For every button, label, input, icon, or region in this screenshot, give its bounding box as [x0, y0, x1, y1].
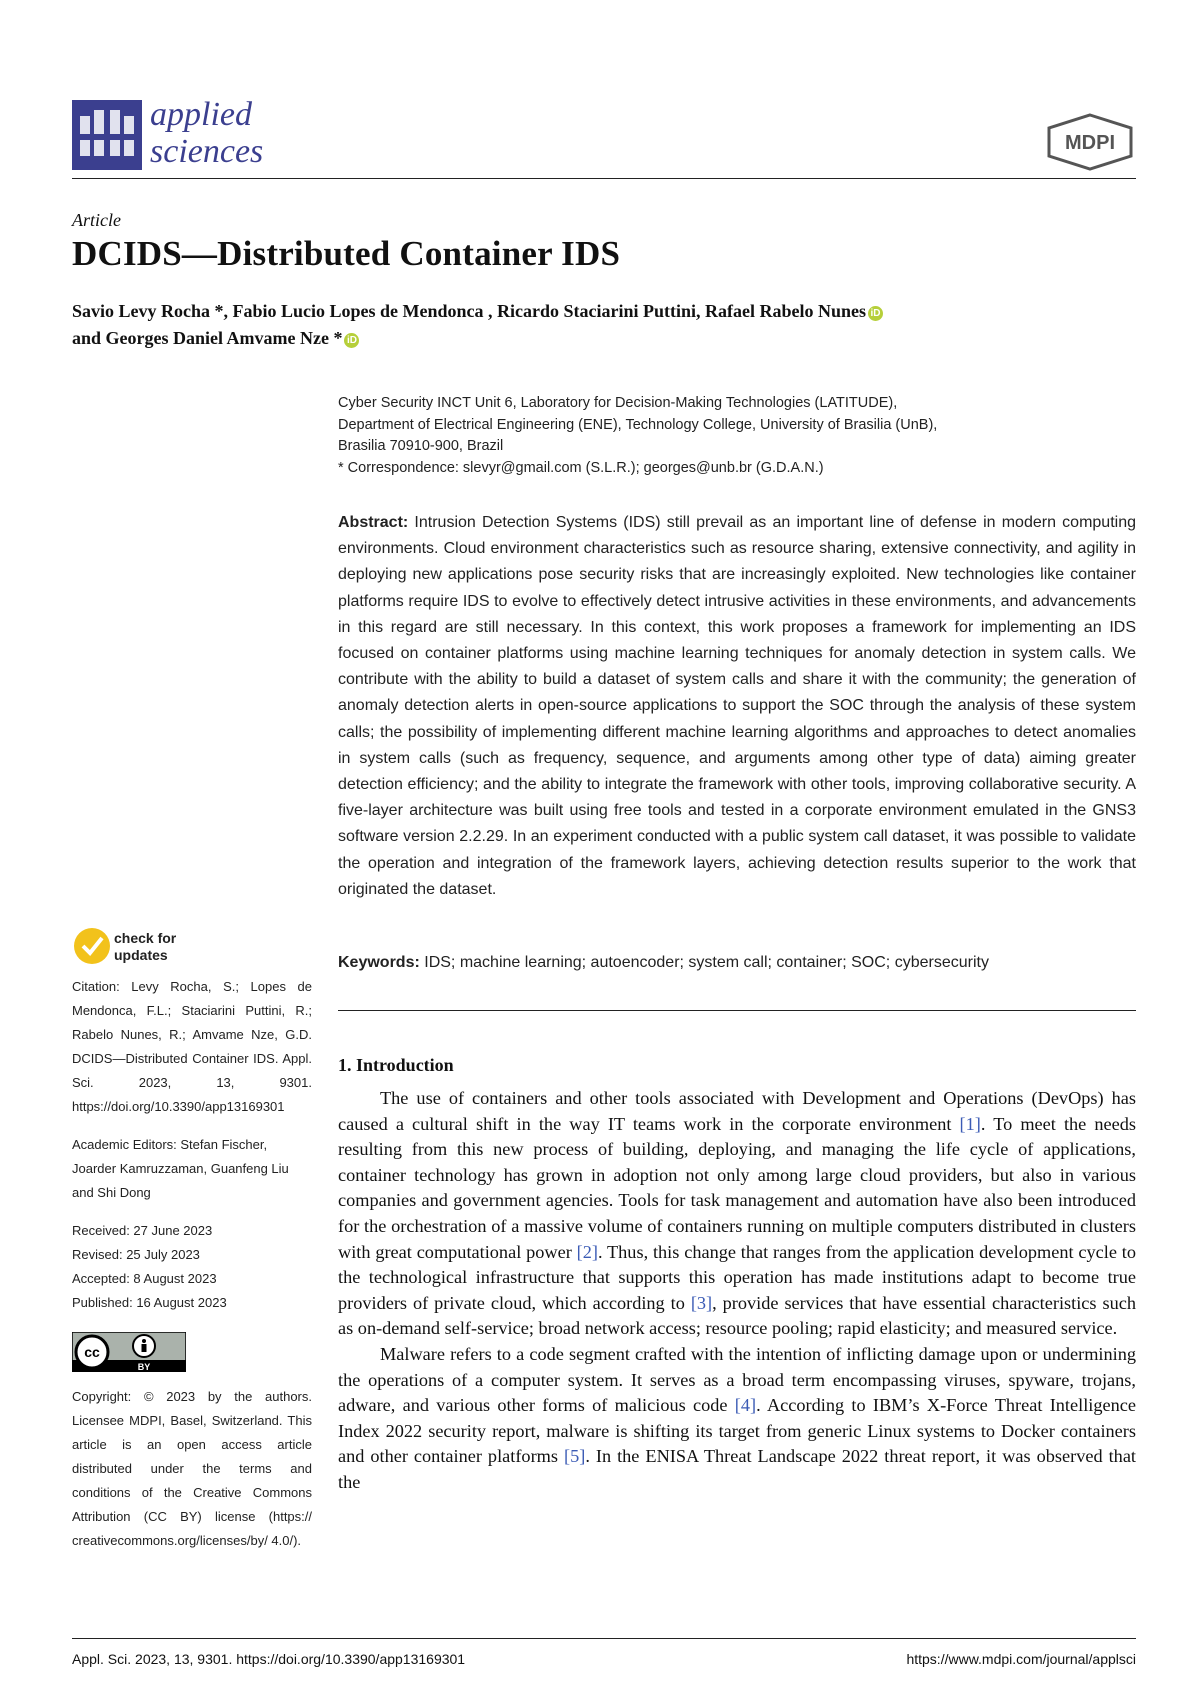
authors-line-1: Savio Levy Rocha *, Fabio Lucio Lopes de Mendonca , Ricardo Staciarini Puttini, Rafael Rabelo Nunes iD: [72, 298, 1132, 325]
footer-citation: Appl. Sci. 2023, 13, 9301. https://doi.org/10.3390/app13169301: [72, 1651, 466, 1667]
keywords: [338, 954, 1136, 972]
journal-name-line2: sciences: [150, 133, 264, 170]
svg-text:check for: check for: [114, 930, 177, 946]
received-date: Received: 27 June 2023: [72, 1223, 213, 1238]
svg-text:MDPI: MDPI: [1065, 132, 1115, 154]
article-type: Article: [72, 210, 121, 230]
introduction-body: [338, 1086, 1136, 1496]
keywords-text: IDS; machine learning; autoencoder; system call; container; SOC; cybersecurity: [424, 954, 989, 971]
keywords-label: Keywords:: [338, 954, 420, 971]
affiliation-line: Department of Electrical Engineering (ENE), Technology College, University of Brasilia (UnB),: [338, 416, 938, 433]
mdpi-logo-icon: [1045, 112, 1135, 172]
academic-editors: Academic Editors: Stefan Fischer, Joarder Kamruzzaman, Guanfeng Liu and Shi Dong: [72, 1137, 289, 1200]
journal-name: [150, 96, 263, 170]
reference-link[interactable]: [5]: [563, 1446, 586, 1467]
published-date: Published: 16 August 2023: [72, 1295, 227, 1310]
section-heading-introduction: 1. Introduction: [338, 1055, 454, 1075]
footer-journal-url[interactable]: https://www.mdpi.com/journal/applsci: [906, 1651, 1136, 1667]
check-for-updates-icon[interactable]: [72, 925, 192, 967]
journal-logo-icon: [72, 100, 142, 170]
orcid-icon[interactable]: iD: [868, 306, 883, 321]
affiliation-line: Cyber Security INCT Unit 6, Laboratory for Decision-Making Technologies (LATITUDE),: [338, 395, 898, 411]
journal-name-line1: applied: [150, 96, 252, 133]
section-rule: [338, 1010, 1136, 1011]
revised-date: Revised: 25 July 2023: [72, 1247, 200, 1262]
reference-link[interactable]: [3]: [690, 1292, 713, 1313]
cc-by-license-icon[interactable]: [72, 1332, 186, 1372]
correspondence-line: * Correspondence: slevyr@gmail.com (S.L.R.); georges@unb.br (G.D.A.N.): [338, 459, 824, 476]
svg-text:updates: updates: [114, 947, 168, 963]
citation: Citation: Levy Rocha, S.; Lopes de Mendonca, F.L.; Staciarini Puttini, R.; Rabelo Nunes, R.; Amvame Nze, G.D. DCIDS—Distributed Container IDS. Appl. Sci. 2023, 13, 9301. https://doi.org/10.3390/app13169301: [72, 979, 312, 1114]
author-list: [72, 298, 1132, 352]
sidebar: [72, 975, 312, 1315]
copyright-notice: Copyright: © 2023 by the authors. Licensee MDPI, Basel, Switzerland. This article is an open access article distributed under the terms and conditions of the Creative Commons Attribution (CC BY) license (https:// creativecommons.org/licenses/by/ 4.0/).: [72, 1389, 312, 1548]
svg-text:cc: cc: [84, 1344, 100, 1360]
footer-rule: [72, 1638, 1136, 1639]
intro-paragraph-1: The use of containers and other tools associated with Development and Operations (DevOps) has caused a cultural shift in the way IT teams work in the corporate environment [1]. To meet the needs resulting from this new process of building, deploying, and managing the life cycle of applications, container technology has grown in adoption not only among large cloud providers, but also in various companies and government agencies. Tools for task management and automation have also been introduced for the orchestration of a massive volume of containers running on multiple computers distributed in clusters with great computational power [2]. Thus, this change that ranges from the application development cycle to the technological infrastructure that supports this operation has made institutions adapt to become true providers of private cloud, which according to [3], provide services that have essential characteristics such as on-demand self-service; broad network access; resource pooling; rapid elasticity; and measured service.: [338, 1088, 1136, 1339]
orcid-icon[interactable]: iD: [344, 333, 359, 348]
affiliation-block: [338, 393, 1138, 479]
authors-line-2: and Georges Daniel Amvame Nze * iD: [72, 325, 1132, 352]
svg-text:BY: BY: [137, 1362, 151, 1372]
header-rule: [72, 178, 1136, 179]
affiliation-line: Brasilia 70910-900, Brazil: [338, 438, 504, 454]
abstract: [338, 510, 1136, 903]
abstract-text: Intrusion Detection Systems (IDS) still prevail as an important line of defense in modern computing environments. Cloud environment characteristics such as resource sharing, extensive connectivity, and agility in deploying new applications pose security risks that are increasingly exploited. New technologies like container platforms require IDS to evolve to effectively detect intrusive activities in these environments, and advancements in this regard are still necessary. In this context, this work proposes a framework for implementing an IDS focused on container platforms using machine learning techniques for anomaly detection in system calls. We contribute with the ability to build a dataset of system calls and share it with the community; the generation of anomaly detection alerts in open-source applications to support the SOC through the analysis of these system calls; the possibility of implementing different machine learning algorithms and approaches to detect anomalies in system calls (such as frequency, sequence, and arguments among other type of data) aiming greater detection efficiency; and the ability to integrate the framework with other tools, improving collaborative security. A five-layer architecture was built using free tools and tested in a corporate environment emulated in the GNS3 software version 2.2.29. In an experiment conducted with a public system call dataset, it was possible to validate the operation and integration of the framework layers, achieving detection results superior to the work that originated the dataset.: [338, 514, 1136, 898]
abstract-label: Abstract:: [338, 514, 409, 531]
reference-link[interactable]: [2]: [576, 1241, 598, 1262]
accepted-date: Accepted: 8 August 2023: [72, 1271, 217, 1286]
reference-link[interactable]: [1]: [959, 1113, 981, 1134]
article-title: DCIDS—Distributed Container IDS: [72, 234, 621, 273]
intro-paragraph-2: Malware refers to a code segment crafted with the intention of inflicting damage upon or undermining the operations of a computer system. It serves as a broad term encompassing viruses, spyware, trojans, adware, and various other forms of malicious code [4]. According to IBM’s X-Force Threat Intelligence Index 2022 security report, malware is shifting its target from generic Linux systems to Docker containers and other container platforms [5]. In the ENISA Threat Landscape 2022 threat report, it was observed that the: [338, 1343, 1137, 1492]
reference-link[interactable]: [4]: [734, 1395, 757, 1416]
